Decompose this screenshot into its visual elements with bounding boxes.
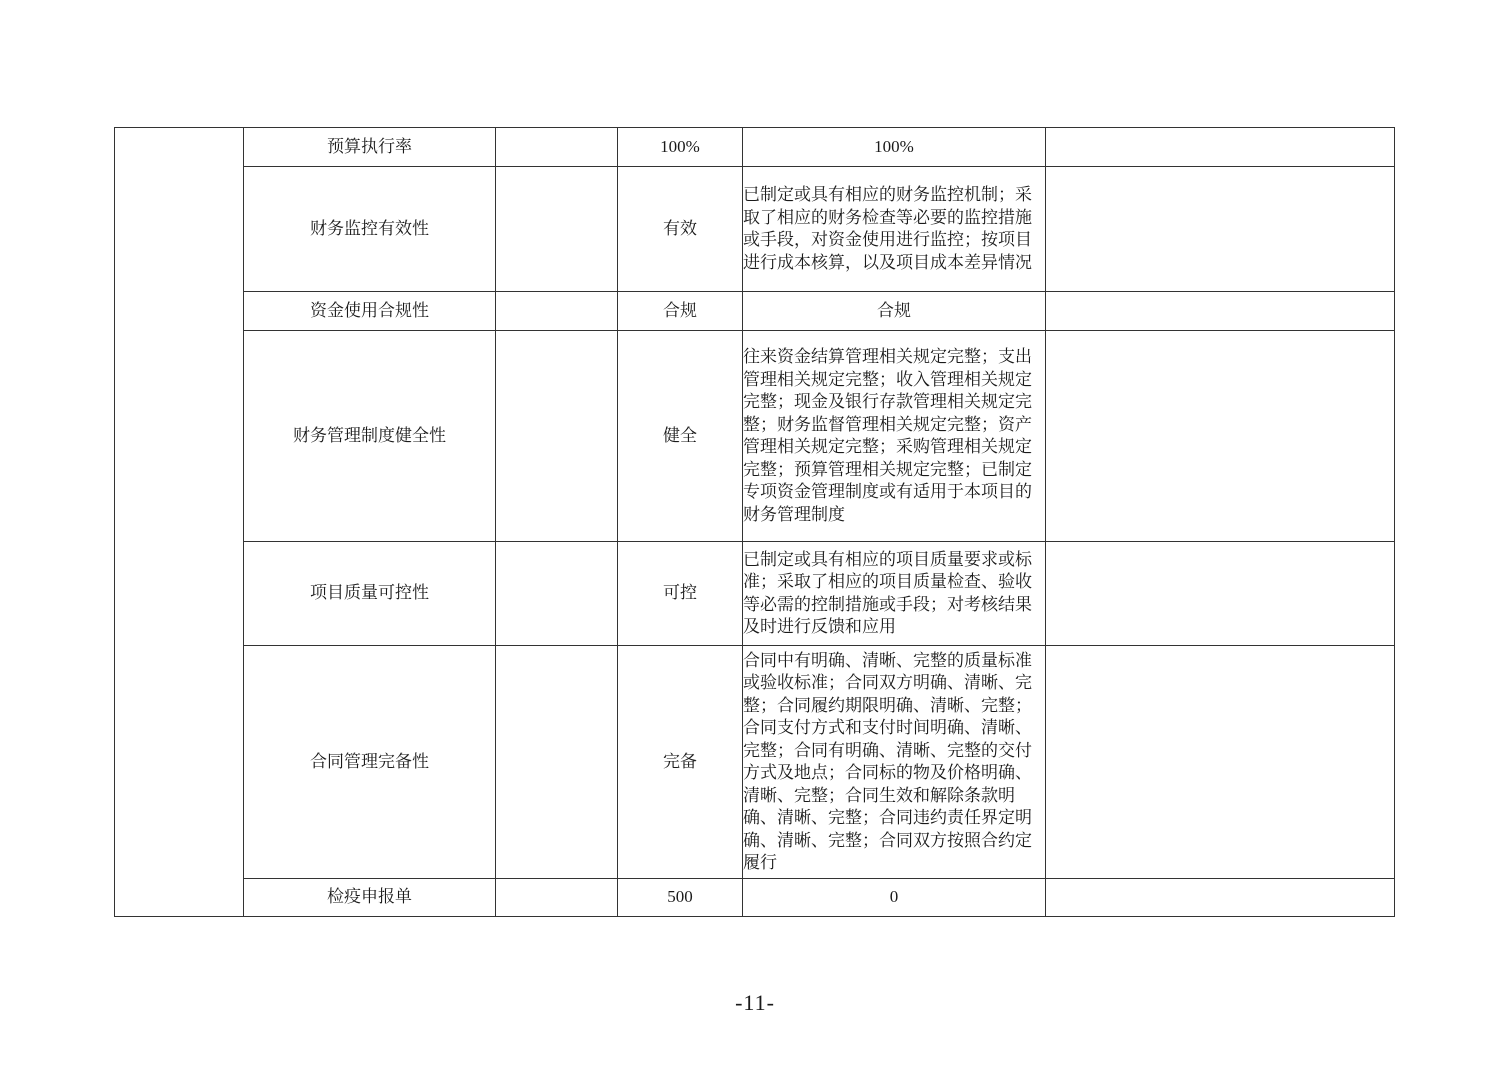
remark-cell xyxy=(1046,646,1395,879)
indicator-name: 预算执行率 xyxy=(244,128,496,167)
indicator-name: 检疫申报单 xyxy=(244,879,496,917)
actual-value: 合同中有明确、清晰、完整的质量标准或验收标准；合同双方明确、清晰、完整；合同履约期限明确、清晰、完整；合同支付方式和支付时间明确、清晰、完整；合同有明确、清晰、完整的交付方式及地点；合同标的物及价格明确、清晰、完整；合同生效和解除条款明确、清晰、完整；合同违约责任界定明确、清晰、完整；合同双方按照合约定履行 xyxy=(743,646,1046,879)
page-number: -11- xyxy=(735,990,775,1015)
actual-value: 往来资金结算管理相关规定完整；支出管理相关规定完整；收入管理相关规定完整；现金及银行存款管理相关规定完整；财务监督管理相关规定完整；资产管理相关规定完整；采购管理相关规定完整；预算管理相关规定完整；已制定专项资金管理制度或有适用于本项目的财务管理制度 xyxy=(743,331,1046,542)
remark-cell xyxy=(1046,292,1395,331)
target-value: 500 xyxy=(618,879,743,917)
remark-cell xyxy=(1046,542,1395,646)
target-value: 健全 xyxy=(618,331,743,542)
table-row xyxy=(115,167,1395,292)
target-value: 有效 xyxy=(618,167,743,292)
performance-indicator-table xyxy=(114,127,1395,917)
table-row xyxy=(115,292,1395,331)
empty-cell xyxy=(496,542,618,646)
empty-cell xyxy=(496,128,618,167)
table-row xyxy=(115,646,1395,879)
target-value: 100% xyxy=(618,128,743,167)
table-row xyxy=(115,128,1395,167)
target-value: 可控 xyxy=(618,542,743,646)
target-value: 完备 xyxy=(618,646,743,879)
indicator-name: 项目质量可控性 xyxy=(244,542,496,646)
remark-cell xyxy=(1046,128,1395,167)
indicator-name: 财务监控有效性 xyxy=(244,167,496,292)
remark-cell xyxy=(1046,167,1395,292)
actual-value: 已制定或具有相应的项目质量要求或标准；采取了相应的项目质量检查、验收等必需的控制措施或手段；对考核结果及时进行反馈和应用 xyxy=(743,542,1046,646)
indicator-name: 财务管理制度健全性 xyxy=(244,331,496,542)
remark-cell xyxy=(1046,879,1395,917)
actual-value: 已制定或具有相应的财务监控机制；采取了相应的财务检查等必要的监控措施或手段，对资金使用进行监控；按项目进行成本核算，以及项目成本差异情况 xyxy=(743,167,1046,292)
empty-cell xyxy=(496,167,618,292)
empty-cell xyxy=(496,646,618,879)
indicator-name: 合同管理完备性 xyxy=(244,646,496,879)
actual-value: 0 xyxy=(743,879,1046,917)
indicator-name: 资金使用合规性 xyxy=(244,292,496,331)
table-row xyxy=(115,879,1395,917)
actual-value: 100% xyxy=(743,128,1046,167)
actual-value: 合规 xyxy=(743,292,1046,331)
table-row xyxy=(115,542,1395,646)
empty-cell xyxy=(496,331,618,542)
target-value: 合规 xyxy=(618,292,743,331)
remark-cell xyxy=(1046,331,1395,542)
empty-cell xyxy=(496,292,618,331)
category-cell xyxy=(115,128,244,917)
table-row xyxy=(115,331,1395,542)
empty-cell xyxy=(496,879,618,917)
